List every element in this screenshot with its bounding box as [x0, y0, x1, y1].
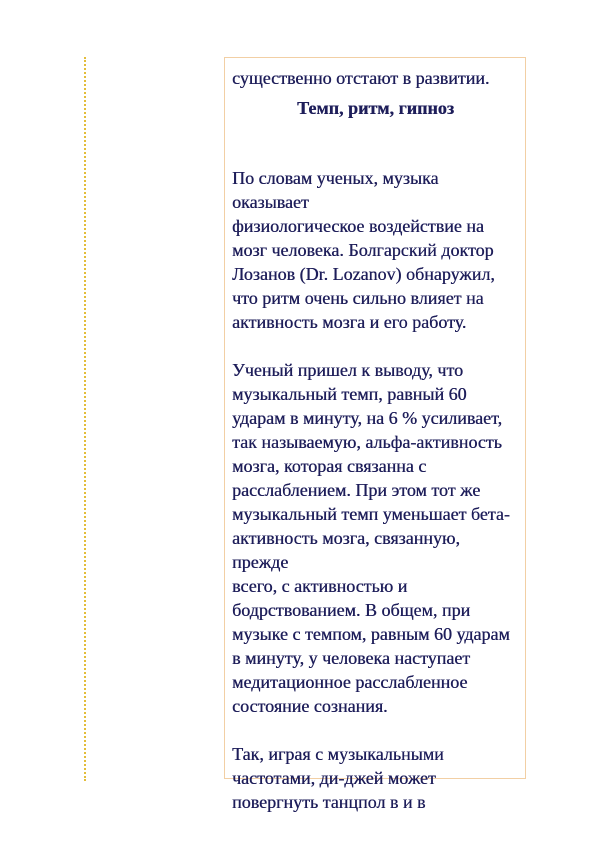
paragraph-1: По словам ученых, музыка оказывает физиологическое воздействие на мозг человека. Болгарский доктор Лозанов (Dr. Lozanov) обнаружил, что ритм очень сильно влияет на активность мозга и его работу. [232, 168, 495, 332]
margin-rule [84, 57, 86, 781]
spacer [232, 120, 519, 166]
text-frame [224, 57, 526, 812]
continuation-line: существенно отстают в развитии. [232, 68, 490, 88]
section-heading: Темп, ритм, гипноз [297, 98, 454, 118]
paragraph-3: Так, играя с музыкальными частотами, ди-джей может повергнуть танцпол в и в [232, 744, 444, 812]
paragraph-2: Ученый пришел к выводу, что музыкальный темп, равный 60 ударам в минуту, на 6 % усиливает, так называемую, альфа-активность мозга, которая связанна с расслаблением. При этом тот же музыкальный темп уменьшает бета- активность мозга, связанную, прежде всего, с активностью и бодрствованием. В общем, при музыке с темпом, равным 60 ударам в минуту, у человека наступает медитационное расслабленное состояние сознания. [232, 360, 510, 716]
spacer [232, 334, 519, 358]
spacer [232, 718, 519, 742]
